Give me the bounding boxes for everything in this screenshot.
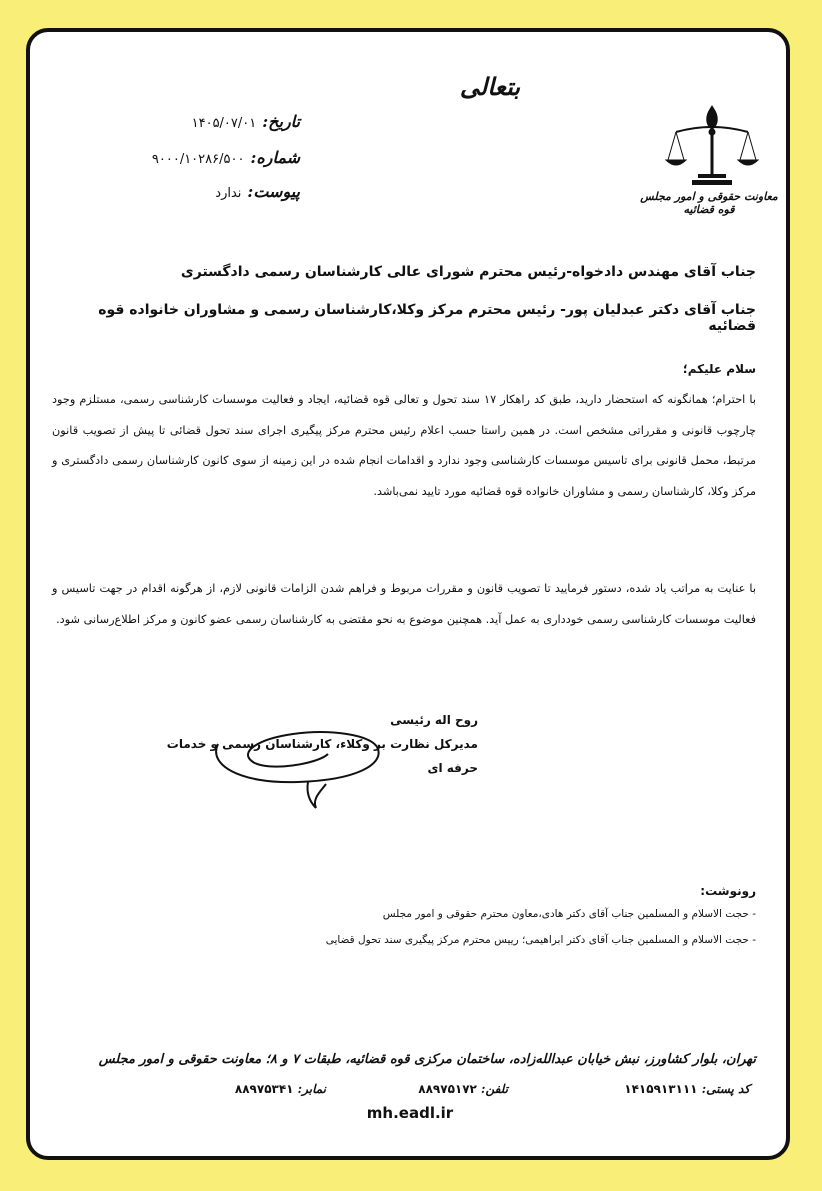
attachment-value: ندارد	[215, 186, 242, 201]
signatory-title-line-1: مدیرکل نظارت بر وکلاء، کارشناسان رسمی و خدمات	[166, 737, 478, 751]
number-row	[60, 148, 300, 167]
body-paragraph-1: با احترام؛ همانگونه که استحضار دارید، طبق کد راهکار ۱۷ سند تحول و تعالی قوه قضائیه، ایجاد و فعالیت موسسات کارشناسی رسمی، مستلزم وجود چارچوب قانونی و مقرراتی مشخص است. در همین راستا حسب اعلام رئیس محترم مرکز پیگیری اجرای سند تحول قضائی تا پیش از تصویب قانون مرتبط، محمل قانونی برای تاسیس موسسات کارشناسی وجود ندارد و اقدامات انجام شده در این زمینه از سوی کانون کارشناسان رسمی دادگستری و مرکز وکلا، کارشناسان رسمی و مشاوران خانواده قوه قضائیه مورد تایید نمی‌باشد.	[52, 393, 756, 498]
organization-name: معاونت حقوقی و امور مجلس قوه قضائیه	[640, 190, 778, 216]
letter-sheet	[26, 28, 790, 1160]
phone-value: ۸۸۹۷۵۱۷۲	[418, 1082, 477, 1096]
postal-label: کد پستی:	[701, 1082, 750, 1096]
website-url: mh.eadl.ir	[366, 1104, 454, 1122]
attachment-row	[60, 182, 300, 201]
attachment-label: پیوست:	[247, 182, 300, 201]
greeting: سلام علیکم؛	[682, 362, 756, 376]
addressee-line-1: جناب آقای مهندس دادخواه-رئیس محترم شورای عالی کارشناسان رسمی دادگستری	[180, 264, 756, 280]
footer-postal	[624, 1082, 750, 1096]
footer-contacts	[56, 1082, 756, 1104]
date-row	[60, 112, 300, 131]
number-label: شماره:	[250, 148, 300, 167]
phone-label: تلفن:	[481, 1082, 508, 1096]
cc-title: رونوشت:	[700, 884, 756, 898]
number-value: ۹۰۰۰/۱۰۲۸۶/۵۰۰	[151, 152, 245, 167]
date-value: ۱۴۰۵/۰۷/۰۱	[191, 116, 257, 131]
date-label: تاریخ:	[262, 112, 300, 131]
cc-item-2: - حجت الاسلام و المسلمین جناب آقای دکتر ابراهیمی؛ رییس محترم مرکز پیگیری سند تحول قضایی	[325, 934, 756, 946]
judiciary-scales-emblem-icon	[662, 102, 762, 192]
fax-label: نمابر:	[297, 1082, 326, 1096]
signatory-title-line-2: حرفه ای	[427, 761, 478, 775]
footer-fax	[235, 1082, 326, 1096]
footer-address: تهران، بلوار کشاورز، نبش خیابان عبدالله‌زاده، ساختمان مرکزی قوه قضائیه، طبقات ۷ و ۸؛ معاونت حقوقی و امور مجلس	[98, 1052, 756, 1067]
postal-value: ۱۴۱۵۹۱۳۱۱۱	[624, 1082, 698, 1096]
signatory-name: روح اله رئیسی	[390, 713, 478, 727]
addressee-line-2: جناب آقای دکتر عبدلیان پور- رئیس محترم مرکز وکلا،کارشناسان رسمی و مشاوران خانواده قوه قضائیه	[98, 302, 756, 334]
invocation-heading: بتعالی	[459, 72, 521, 101]
footer-phone	[418, 1082, 508, 1096]
cc-item-1: - حجت الاسلام و المسلمین جناب آقای دکتر هادی،معاون محترم حقوقی و امور مجلس	[382, 908, 756, 920]
body-paragraph-2: با عنایت به مراتب یاد شده، دستور فرمایید تا تصویب قانون و مقررات مربوط و فراهم شدن الزامات قانونی لازم، از هرگونه اقدام در جهت تاسیس و فعالیت موسسات کارشناسی رسمی خودداری به عمل آید. همچنین موضوع به نحو مقتضی به کارشناسان رسمی عضو کانون و مرکز اطلاع‌رسانی شود.	[52, 582, 756, 626]
handwritten-signature-icon	[198, 704, 388, 814]
fax-value: ۸۸۹۷۵۳۴۱	[234, 1082, 294, 1096]
